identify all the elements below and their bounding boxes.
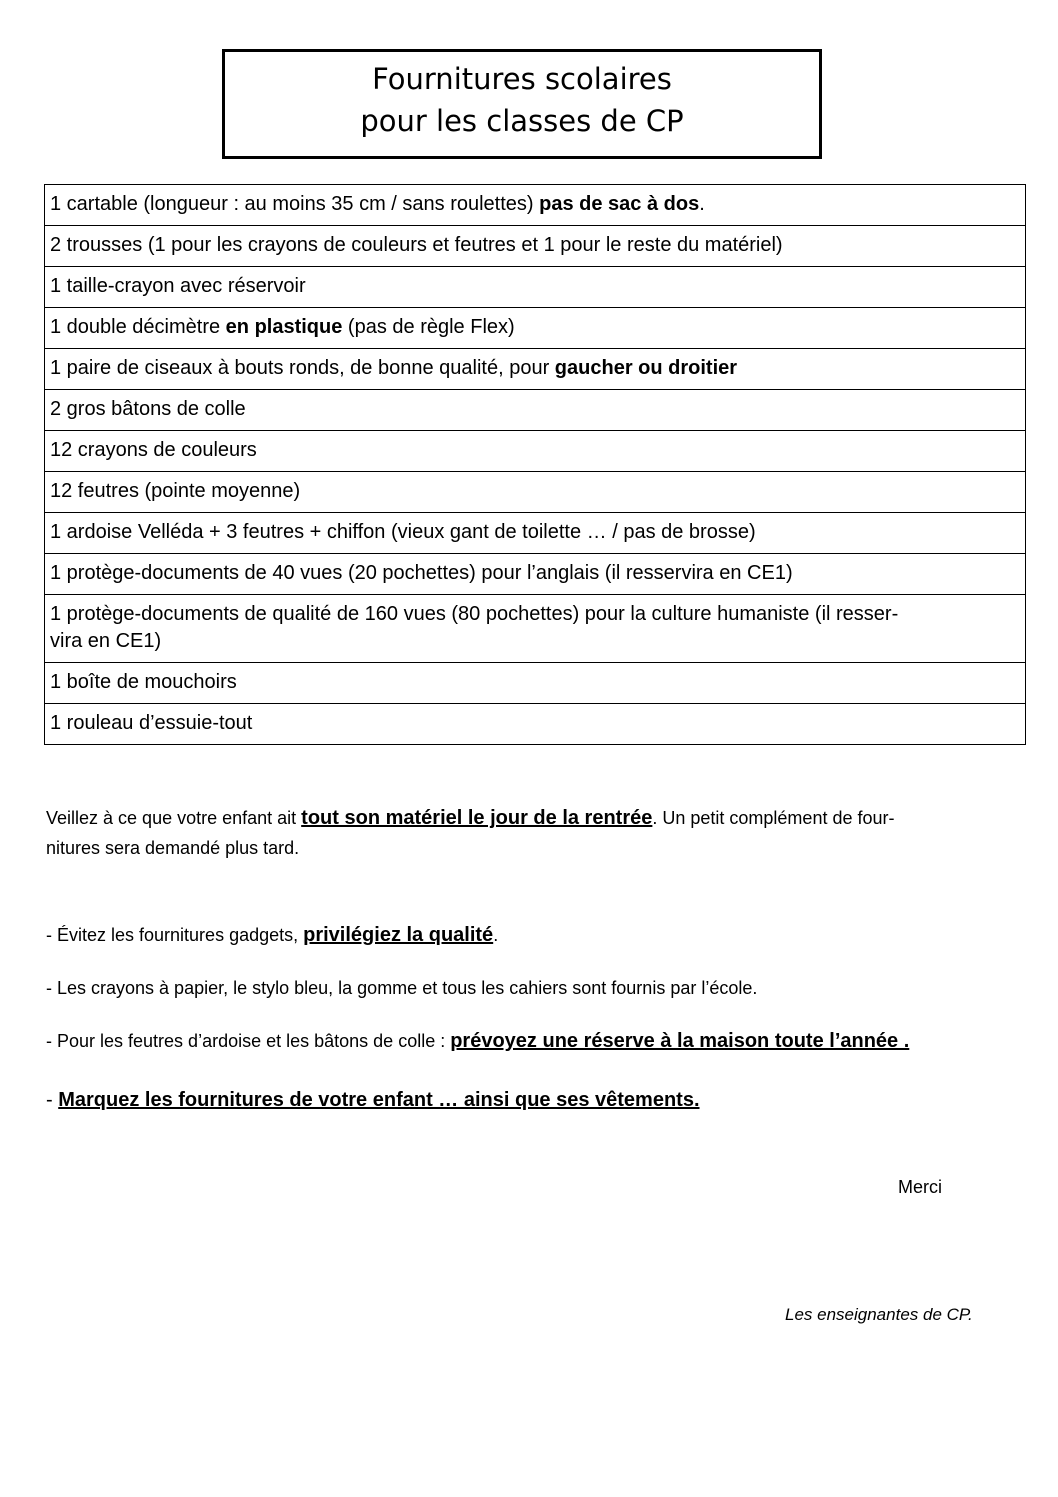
supply-item: 1 taille-crayon avec réservoir	[45, 267, 1026, 308]
notice-paragraph: Veillez à ce que votre enfant ait tout son matériel le jour de la rentrée. Un petit complément de four- nitures sera demandé plus tard.	[46, 807, 895, 858]
supply-row	[45, 349, 1026, 390]
supply-row	[45, 226, 1026, 267]
supplies-table	[44, 184, 1026, 745]
tip-quality-emphasis: privilégiez la qualité	[303, 924, 494, 946]
supply-row	[45, 472, 1026, 513]
supply-item: 1 boîte de mouchoirs	[45, 663, 1026, 704]
tip-quality: - Évitez les fournitures gadgets, privilégiez la qualité.	[46, 924, 499, 946]
supply-row	[45, 308, 1026, 349]
supply-item: 1 protège-documents de 40 vues (20 pochettes) pour l’anglais (il resservira en CE1)	[45, 554, 1026, 595]
supply-row	[45, 185, 1026, 226]
title-line-1: Fournitures scolaires	[372, 62, 672, 96]
supply-row	[45, 513, 1026, 554]
title-box	[222, 49, 822, 159]
title-line-2: pour les classes de CP	[360, 104, 684, 138]
supply-row	[45, 390, 1026, 431]
supply-item: 1 double décimètre en plastique (pas de règle Flex)	[45, 308, 1026, 349]
tip-provided: - Les crayons à papier, le stylo bleu, la gomme et tous les cahiers sont fournis par l’école.	[46, 978, 758, 998]
tip-reserve: - Pour les feutres d’ardoise et les bâtons de colle : prévoyez une réserve à la maison toute l’année .	[46, 1030, 910, 1052]
supply-item: 2 gros bâtons de colle	[45, 390, 1026, 431]
tip-label-emphasis: Marquez les fournitures de votre enfant … ainsi que ses vêtements.	[58, 1089, 700, 1111]
supply-item: 2 trousses (1 pour les crayons de couleurs et feutres et 1 pour le reste du matériel)	[45, 226, 1026, 267]
supply-item: 1 ardoise Velléda + 3 feutres + chiffon (vieux gant de toilette … / pas de brosse)	[45, 513, 1026, 554]
supply-row	[45, 431, 1026, 472]
supply-row	[45, 704, 1026, 745]
closing-text: Merci	[898, 1177, 942, 1197]
supply-item: 1 protège-documents de qualité de 160 vues (80 pochettes) pour la culture humaniste (il resser- vira en CE1)	[45, 595, 1026, 663]
supply-row	[45, 595, 1026, 663]
supply-item: 1 paire de ciseaux à bouts ronds, de bonne qualité, pour gaucher ou droitier	[45, 349, 1026, 390]
notice-emphasis: tout son matériel le jour de la rentrée	[301, 807, 653, 829]
tip-label: - Marquez les fournitures de votre enfant … ainsi que ses vêtements.	[46, 1089, 700, 1111]
supply-item: 12 feutres (pointe moyenne)	[45, 472, 1026, 513]
tip-reserve-emphasis: prévoyez une réserve à la maison toute l’année .	[450, 1030, 910, 1052]
supply-item: 1 cartable (longueur : au moins 35 cm / sans roulettes) pas de sac à dos.	[45, 185, 1026, 226]
supply-item: 1 rouleau d’essuie-tout	[45, 704, 1026, 745]
supply-row	[45, 554, 1026, 595]
supply-row	[45, 663, 1026, 704]
signature: Les enseignantes de CP.	[785, 1305, 973, 1324]
supply-row	[45, 267, 1026, 308]
supply-item: 12 crayons de couleurs	[45, 431, 1026, 472]
